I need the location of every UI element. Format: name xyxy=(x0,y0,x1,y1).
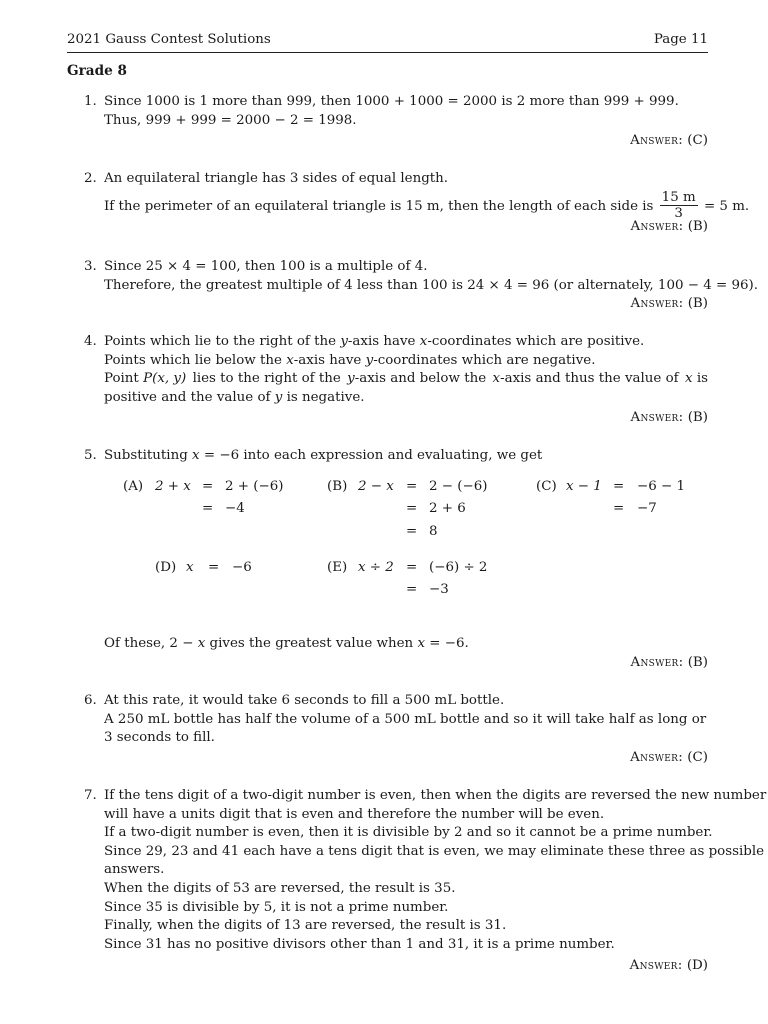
step: 2 + (−6) xyxy=(225,479,284,494)
answer xyxy=(630,749,708,768)
expression: x ÷ 2 xyxy=(358,560,394,575)
step: −7 xyxy=(637,501,657,516)
problem-number: 7. xyxy=(84,788,97,803)
fraction-numerator: 15 m xyxy=(661,189,696,205)
answer-value: (B) xyxy=(687,655,708,670)
text-line: If the perimeter of an equilateral triangle is 15 m, then the length of each side is $\frac{15 m}{3}$ = 5 m. xyxy=(104,189,750,221)
step: 2 + 6 xyxy=(429,501,466,516)
step: (−6) ÷ 2 xyxy=(429,560,488,575)
text-line: At this rate, it would take 6 seconds to fill a 500 mL bottle. xyxy=(104,693,505,708)
text-line: If a two-digit number is even, then it is divisible by 2 and so it cannot be a prime number. xyxy=(104,825,713,841)
answer xyxy=(630,957,708,976)
answer xyxy=(631,409,708,428)
text-line: Point P(x, y) lies to the right of the y-axis and below the x-axis and thus the value of x is xyxy=(104,371,708,387)
problem-number: 4. xyxy=(84,334,97,349)
answer-value: (C) xyxy=(687,133,708,148)
fraction xyxy=(660,190,698,221)
answer-value: (D) xyxy=(686,958,708,973)
answer-value: (B) xyxy=(687,219,708,234)
text-line: Since 35 is divisible by 5, it is not a prime number. xyxy=(104,899,449,915)
answer-label: Answer: xyxy=(630,655,684,670)
text-line: Since 31 has no positive divisors other than 1 and 31, it is a prime number. xyxy=(104,936,615,952)
option-label: (E) xyxy=(327,560,348,575)
step: −6 − 1 xyxy=(637,479,685,494)
problem-number: 1. xyxy=(84,94,97,109)
fraction-denominator: 3 xyxy=(674,205,683,221)
page-number: Page 11 xyxy=(653,32,708,48)
answer xyxy=(631,654,708,673)
answer xyxy=(631,295,708,314)
problem-number: 5. xyxy=(84,448,97,463)
problem-number: 3. xyxy=(84,259,97,274)
text-line: 3 seconds to fill. xyxy=(104,730,215,746)
expression: 2 + x xyxy=(155,479,191,494)
option-label: (A) xyxy=(123,479,144,494)
text-line: An equilateral triangle has 3 sides of equal length. xyxy=(104,171,449,186)
problem-number: 2. xyxy=(84,171,97,186)
step: −4 xyxy=(225,501,245,516)
text-line: Substituting x = −6 into each expression and evaluating, we get xyxy=(104,448,543,463)
answer-value: (B) xyxy=(687,296,708,311)
text-line: Since 1000 is 1 more than 999, then 1000 + 1000 = 2000 is 2 more than 999 + 999. xyxy=(104,94,679,109)
answer xyxy=(631,218,708,237)
text-line: Points which lie below the x-axis have y-coordinates which are negative. xyxy=(104,352,596,368)
answer-label: Answer: xyxy=(629,958,683,973)
answer-label: Answer: xyxy=(630,410,684,425)
text-line: Therefore, the greatest multiple of 4 less than 100 is 24 × 4 = 96 (or alternately, 100 − 4 = 96). xyxy=(104,277,758,293)
problem-number: 6. xyxy=(84,693,97,708)
text-line: will have a units digit that is even and therefore the number will be even. xyxy=(104,806,605,822)
text-line: Points which lie to the right of the y-axis have x-coordinates which are positive. xyxy=(104,334,645,349)
step: 2 − (−6) xyxy=(429,479,488,494)
text-line: When the digits of 53 are reversed, the result is 35. xyxy=(104,880,456,896)
answer-value: (C) xyxy=(687,750,708,765)
answer-label: Answer: xyxy=(630,750,684,765)
text-line: positive and the value of y is negative. xyxy=(104,389,365,405)
answer-value: (B) xyxy=(687,410,708,425)
header-title: 2021 Gauss Contest Solutions xyxy=(67,32,271,48)
step: −3 xyxy=(429,582,449,597)
text-line: Since 29, 23 and 41 each have a tens digit that is even, we may eliminate these three as possible xyxy=(104,843,765,859)
step: −6 xyxy=(232,560,252,575)
text-line: Since 25 × 4 = 100, then 100 is a multiple of 4. xyxy=(104,259,428,274)
text-line: Of these, 2 − x gives the greatest value when x = −6. xyxy=(104,636,469,651)
option-label: (B) xyxy=(327,479,348,494)
expression: x − 1 xyxy=(566,479,602,494)
answer xyxy=(630,132,708,151)
text-line: If the tens digit of a two-digit number is even, then when the digits are reversed the new number xyxy=(104,788,767,803)
expression: 2 − x xyxy=(358,479,394,494)
expression: x xyxy=(186,560,194,575)
answer-label: Answer: xyxy=(630,133,684,148)
step: 8 xyxy=(429,524,438,539)
answer-label: Answer: xyxy=(630,219,684,234)
text-line: Thus, 999 + 999 = 2000 − 2 = 1998. xyxy=(104,112,357,128)
page-header xyxy=(67,30,708,53)
text-line: Finally, when the digits of 13 are reversed, the result is 31. xyxy=(104,918,507,934)
option-label: (C) xyxy=(536,479,557,494)
option-label: (D) xyxy=(155,560,177,575)
text-line: answers. xyxy=(104,862,165,878)
text-line: A 250 mL bottle has half the volume of a 500 mL bottle and so it will take half as long or xyxy=(104,711,707,727)
section-heading: Grade 8 xyxy=(67,63,127,79)
answer-label: Answer: xyxy=(630,296,684,311)
